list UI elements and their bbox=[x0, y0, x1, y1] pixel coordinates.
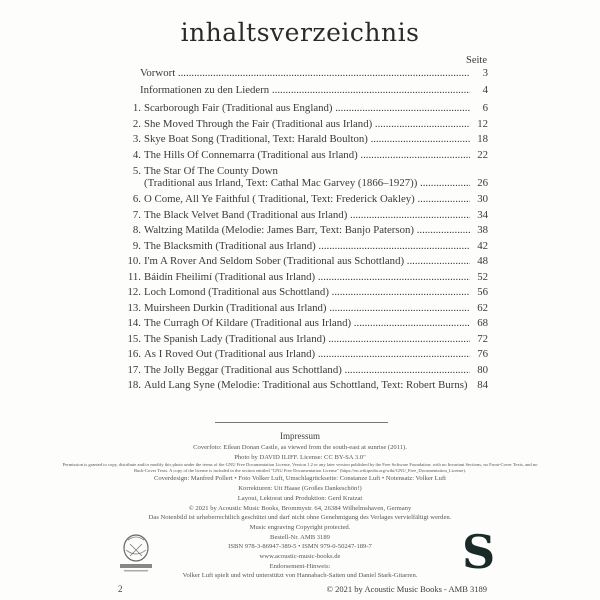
toc-label: Informationen zu den Liedern ..... bbox=[140, 83, 470, 97]
toc-entry[interactable] bbox=[124, 254, 488, 268]
toc-page: 72 bbox=[477, 333, 488, 345]
toc-number: 3. bbox=[132, 133, 141, 145]
toc-page: 80 bbox=[477, 364, 488, 376]
toc-entry[interactable] bbox=[124, 148, 488, 162]
toc-label: Skye Boat Song (Traditional, Text: Harald Boulton) ..... bbox=[144, 132, 470, 146]
impressum-line: Das Notenbild ist urheberrechtlich geschützt und darf nicht ohne Genehmigung des Verlages vervielfältigt werden. bbox=[148, 514, 452, 522]
toc-label: The Hills Of Connemarra (Traditional aus Irland) ..... bbox=[144, 148, 470, 162]
toc-label: The Black Velvet Band (Traditional aus Irland) ..... bbox=[144, 208, 470, 222]
toc-label: Loch Lomond (Traditional aus Schottland) ..... bbox=[144, 285, 470, 299]
toc-label: I'm A Rover And Seldom Sober (Traditional aus Schottland) ..... bbox=[144, 254, 470, 268]
toc-number: 18. bbox=[127, 379, 141, 391]
toc-number: 5. bbox=[132, 165, 141, 177]
toc-number: 2. bbox=[132, 118, 141, 130]
toc-label: (Traditional aus Irland, Text: Cathal Mac Garvey (1866–1927)) ..... bbox=[144, 176, 470, 190]
toc-page: 42 bbox=[477, 240, 488, 252]
toc-number: 6. bbox=[132, 193, 141, 205]
toc-entry[interactable] bbox=[124, 132, 488, 146]
toc-label: O Come, All Ye Faithful ( Traditional, Text: Frederick Oakley) ..... bbox=[144, 192, 470, 206]
toc-page: 12 bbox=[477, 118, 488, 130]
page-column-header: Seite bbox=[466, 55, 487, 66]
toc-entry[interactable] bbox=[124, 363, 488, 377]
impressum-line: ISBN 978-3-86947-389-5 • ISMN 979-0-50247-189-7 bbox=[228, 543, 372, 551]
toc-number: 10. bbox=[127, 255, 141, 267]
toc-number: 9. bbox=[132, 240, 141, 252]
hannabach-logo bbox=[118, 532, 154, 576]
toc-entry[interactable] bbox=[124, 223, 488, 237]
toc-page: 62 bbox=[477, 302, 488, 314]
toc-page: 76 bbox=[477, 348, 488, 360]
footer-copyright: © 2021 by Acoustic Music Books - AMB 3189 bbox=[326, 584, 487, 594]
toc-entry[interactable] bbox=[124, 192, 488, 206]
license-text: Permission is granted to copy, distribute and/or modify this photo under the terms of the GNU Free Documentation License, Version 1.2 or any later version published by the Free Software Foundation; with no Invariant Sections, no Front-Cover Texts, and no Back-Cover Texts. A copy of the license is included in the section entitled "GNU Free Documentation License" (https://en.wikipedia.org/wiki/GNU_Free_Documentation_License). bbox=[62, 462, 538, 474]
toc-label: The Spanish Lady (Traditional aus Irland) ..... bbox=[144, 332, 470, 346]
toc-label: The Jolly Beggar (Traditional aus Schottland) ..... bbox=[144, 363, 470, 377]
toc-label: Scarborough Fair (Traditional aus England) ..... bbox=[144, 101, 470, 115]
toc-entry[interactable] bbox=[124, 285, 488, 299]
publisher-logo: S bbox=[462, 525, 496, 579]
toc-entry[interactable] bbox=[124, 316, 488, 330]
impressum-line: Coverdesign: Manfred Pollert • Foto Volker Luft, Umschlagrückseite: Constanze Luft • Notensatz: Volker Luft bbox=[153, 475, 446, 483]
impressum-line: Photo by DAVID ILIFF. License: CC BY-SA 3.0" bbox=[234, 453, 366, 461]
toc-number: 16. bbox=[127, 348, 141, 360]
toc-page: 22 bbox=[477, 149, 488, 161]
toc-number: 17. bbox=[127, 364, 141, 376]
toc-page: 4 bbox=[482, 84, 488, 96]
impressum-line: Volker Luft spielt und wird unterstützt von Hannabach-Saiten und Daniel Stark-Gitarren. bbox=[182, 572, 418, 580]
toc-entry[interactable] bbox=[124, 208, 488, 222]
toc-entry[interactable] bbox=[124, 101, 488, 115]
impressum-line: © 2021 by Acoustic Music Books, Brommystr. 64, 26384 Wilhelmshaven, Germany bbox=[188, 504, 412, 512]
toc-number: 11. bbox=[127, 271, 141, 283]
toc-entry[interactable] bbox=[124, 117, 488, 131]
toc-page: 34 bbox=[477, 209, 488, 221]
impressum-line: Bestell-Nr. AMB 3189 bbox=[270, 533, 330, 541]
page-title: inhaltsverzeichnis bbox=[180, 18, 420, 47]
toc-label: Waltzing Matilda (Melodie: James Barr, Text: Banjo Paterson) ..... bbox=[144, 223, 470, 237]
toc-entry[interactable] bbox=[124, 66, 488, 80]
toc-number: 4. bbox=[132, 149, 141, 161]
toc-entry[interactable] bbox=[124, 270, 488, 284]
website-link[interactable]: www.acoustic-music-books.de bbox=[259, 553, 341, 561]
impressum-line: Endorsement-Hinweis: bbox=[269, 562, 331, 570]
toc-label: The Blacksmith (Traditional aus Irland) ..... bbox=[144, 239, 470, 253]
toc-label: Muirsheen Durkin (Traditional aus Irland) ..... bbox=[144, 301, 470, 315]
toc-page: 84 bbox=[477, 379, 488, 391]
toc-label: Vorwort ..... bbox=[140, 66, 470, 80]
toc-entry[interactable] bbox=[124, 378, 488, 392]
toc-page: 68 bbox=[477, 317, 488, 329]
toc-label: As I Roved Out (Traditional aus Irland) ..... bbox=[144, 347, 470, 361]
toc-number: 13. bbox=[127, 302, 141, 314]
toc-entry[interactable] bbox=[124, 332, 488, 346]
toc-page: 52 bbox=[477, 271, 488, 283]
toc-page: 38 bbox=[477, 224, 488, 236]
toc-page: 56 bbox=[477, 286, 488, 298]
toc-entry[interactable] bbox=[124, 301, 488, 315]
page-number: 2 bbox=[118, 584, 123, 594]
toc-label: Báidín Fheilimí (Traditional aus Irland) ..... bbox=[144, 270, 470, 284]
toc-page: 3 bbox=[482, 67, 488, 79]
impressum-line: Music engraving Copyright protected. bbox=[249, 523, 351, 531]
toc-page: 30 bbox=[477, 193, 488, 205]
toc-number: 14. bbox=[127, 317, 141, 329]
toc-label: She Moved Through the Fair (Traditional aus Irland) ..... bbox=[144, 117, 470, 131]
toc-label: Auld Lang Syne (Melodie: Traditional aus Schottland, Text: Robert Burns) ..... bbox=[144, 378, 470, 392]
impressum-heading: Impressum bbox=[280, 431, 320, 441]
toc-entry[interactable] bbox=[144, 176, 488, 190]
toc-page: 18 bbox=[477, 133, 488, 145]
toc-number: 7. bbox=[132, 209, 141, 221]
divider bbox=[215, 422, 388, 423]
impressum-line: Korrekturen: Uit Haase (Großes Dankeschön!) bbox=[238, 485, 362, 493]
toc-number: 15. bbox=[127, 333, 141, 345]
toc-label: The Curragh Of Kildare (Traditional aus Irland) ..... bbox=[144, 316, 470, 330]
toc-page: 26 bbox=[477, 177, 488, 189]
toc-number: 1. bbox=[132, 102, 141, 114]
impressum-line: Layout, Lektorat und Produktion: Gerd Kratzat bbox=[237, 494, 363, 502]
toc-label: The Star Of The County Down bbox=[144, 165, 278, 177]
toc-page: 6 bbox=[482, 102, 488, 114]
toc-page: 48 bbox=[477, 255, 488, 267]
toc-entry[interactable] bbox=[124, 347, 488, 361]
impressum-line: Coverfoto: Eilean Donan Castle, as viewed from the south-east at sunrise (2011). bbox=[193, 444, 407, 451]
toc-entry[interactable] bbox=[124, 83, 488, 97]
toc-entry[interactable] bbox=[124, 239, 488, 253]
toc-number: 12. bbox=[127, 286, 141, 298]
toc-number: 8. bbox=[132, 224, 141, 236]
